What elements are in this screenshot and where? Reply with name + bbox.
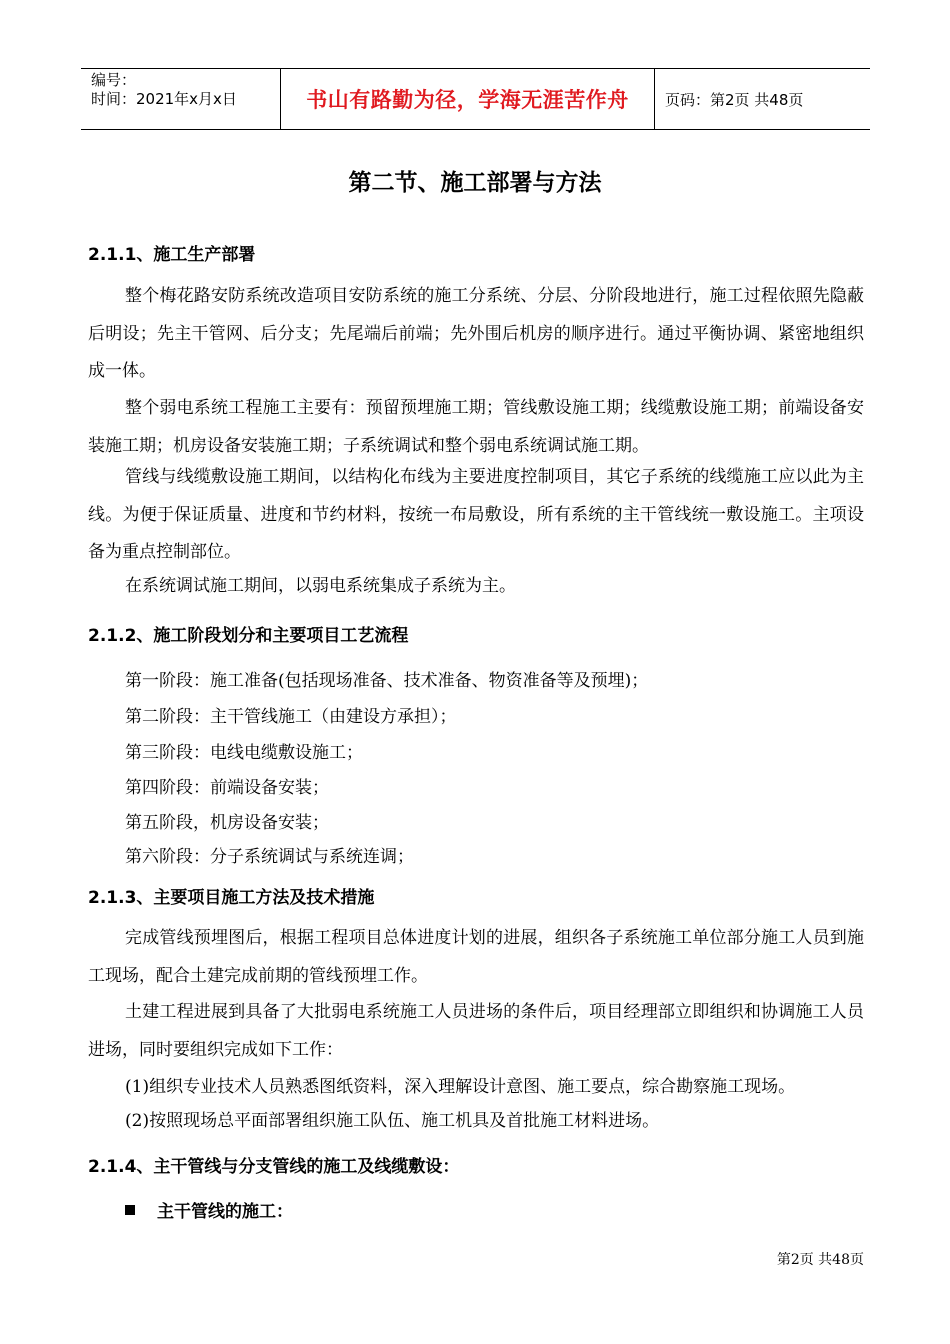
page-header: [81, 68, 870, 130]
section-heading-2-1-2: 2.1.2、施工阶段划分和主要项目工艺流程: [88, 626, 409, 646]
paragraph: 在系统调试施工期间，以弱电系统集成子系统为主。: [125, 576, 516, 596]
paragraph: 管线与线缆敷设施工期间，以结构化布线为主要进度控制项目，其它子系统的线缆施工应以此为主线。为便于保证质量、进度和节约材料，按统一布局敷设，所有系统的主干管线统一敷设施工。主项设备为重点控制部位。: [88, 467, 864, 562]
paragraph: (1)组织专业技术人员熟悉图纸资料，深入理解设计意图、施工要点，综合勘察施工现场。: [125, 1077, 796, 1097]
paragraph: (2)按照现场总平面部署组织施工队伍、施工机具及首批施工材料进场。: [125, 1111, 660, 1131]
section-heading-2-1-4: 2.1.4、主干管线与分支管线的施工及线缆敷设：: [88, 1157, 460, 1177]
stage-item: 第三阶段：电线电缆敷设施工；: [125, 743, 363, 763]
page-title: 第二节、施工部署与方法: [348, 170, 602, 196]
header-motto: 书山有路勤为径，学海无涯苦作舟: [281, 69, 655, 129]
square-bullet-icon: [125, 1205, 135, 1215]
paragraph: 完成管线预埋图后，根据工程项目总体进度计划的进展，组织各子系统施工单位部分施工人员到施工现场，配合土建完成前期的管线预埋工作。: [88, 928, 864, 986]
stage-item: 第四阶段：前端设备安装；: [125, 778, 329, 798]
page-footer: 第2页 共48页: [776, 1252, 864, 1268]
stage-item: 第六阶段：分子系统调试与系统连调；: [125, 847, 414, 867]
stage-item: 第五阶段，机房设备安装；: [125, 813, 329, 833]
paragraph: 整个弱电系统工程施工主要有：预留预埋施工期；管线敷设施工期；线缆敷设施工期；前端设备安装施工期；机房设备安装施工期；子系统调试和整个弱电系统调试施工期。: [88, 398, 864, 456]
paragraph: 整个梅花路安防系统改造项目安防系统的施工分系统、分层、分阶段地进行，施工过程依照先隐蔽后明设；先主干管网、后分支；先尾端后前端；先外围后机房的顺序进行。通过平衡协调、紧密地组织成一体。: [88, 286, 864, 381]
header-meta: [81, 69, 281, 129]
section-heading-2-1-1: 2.1.1、施工生产部署: [88, 245, 256, 265]
document-number-label: 编号：: [91, 71, 137, 89]
section-heading-2-1-3: 2.1.3、主要项目施工方法及技术措施: [88, 888, 375, 908]
bullet-item: [125, 1197, 293, 1222]
document-time-label: 时间：2021年x月x日: [91, 90, 237, 108]
stage-item: 第二阶段：主干管线施工（由建设方承担）；: [125, 707, 457, 727]
paragraph: 土建工程进展到具备了大批弱电系统施工人员进场的条件后，项目经理部立即组织和协调施工人员进场，同时要组织完成如下工作：: [88, 1002, 864, 1060]
header-page-number: 页码：第2页 共48页: [665, 90, 804, 109]
stage-item: 第一阶段：施工准备(包括现场准备、技术准备、物资准备等及预埋)；: [125, 671, 649, 691]
bullet-item-label: 主干管线的施工：: [157, 1202, 293, 1222]
